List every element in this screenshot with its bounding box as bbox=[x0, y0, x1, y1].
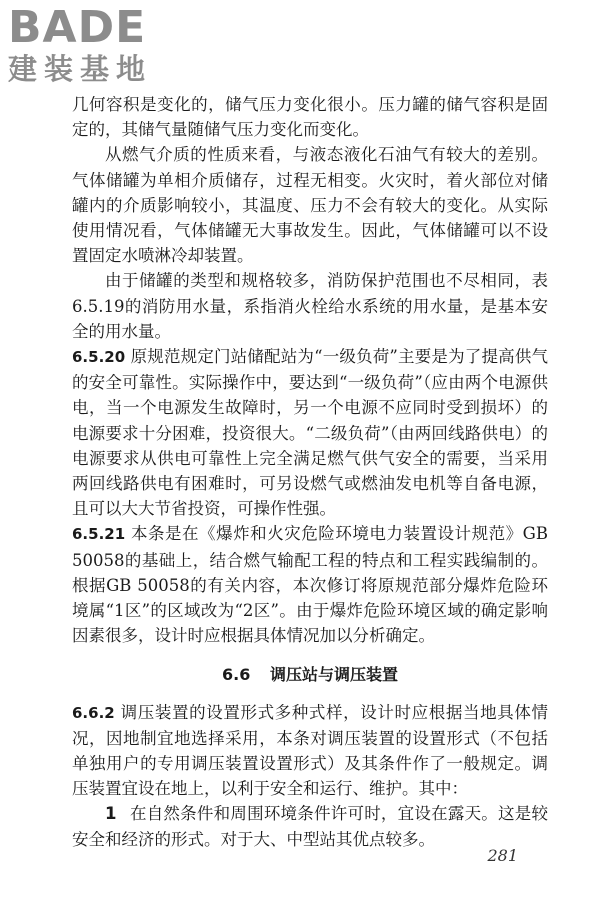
bade-logo bbox=[8, 4, 183, 86]
section-heading bbox=[72, 662, 548, 687]
logo-subtitle: 建装基地 bbox=[8, 52, 153, 86]
page-number: 281 bbox=[487, 846, 518, 865]
clause-text: 调压装置的设置形式多种式样，设计时应根据当地具体情况，因地制宜地选择采用，本条对调压装置的设置形式（不包括单独用户的专用调压装置设置形式）及其条件作了一般规定。调压装置宜设在地上，以利于安全和运行、维护。其中： bbox=[72, 702, 549, 799]
item-text: 在自然条件和周围环境条件许可时，宜设在露天。这是较安全和经济的形式。对于大、中型站其优点较多。 bbox=[72, 804, 549, 849]
paragraph: 从燃气介质的性质来看，与液态液化石油气有较大的差别。气体储罐为单相介质储存，过程无相变。火灾时，着火部位对储罐内的介质影响较小，其温度、压力不会有较大的变化。从实际使用情况看，气体储罐无大事故发生。因此，气体储罐可以不设置固定水喷淋冷却装置。 bbox=[72, 145, 548, 266]
item-number: 1 bbox=[105, 804, 117, 824]
clause-number: 6.5.20 bbox=[72, 348, 126, 367]
page-body bbox=[72, 92, 548, 852]
section-number: 6.6 bbox=[222, 665, 251, 685]
clause-6-5-21 bbox=[72, 521, 548, 648]
clause-text: 本条是在《爆炸和火灾危险环境电力装置设计规范》GB 50058的基础上，结合燃气输配工程的特点和工程实践编制的。根据GB 50058的有关内容，本次修订将原规范部分爆炸危险环境属“1区”的区域改为“2区”。由于爆炸危险环境区域的确定影响因素很多，设计时应根据具体情况加以分析确定。 bbox=[72, 524, 548, 646]
clause-number: 6.5.21 bbox=[72, 525, 126, 544]
clause-6-6-2 bbox=[72, 700, 548, 802]
clause-number: 6.6.2 bbox=[72, 703, 115, 722]
paragraph: 由于储罐的类型和规格较多，消防保护范围也不尽相同，表6.5.19的消防用水量，系指消火栓给水系统的用水量，是基本安全的用水量。 bbox=[72, 271, 548, 341]
clause-text: 原规范规定门站储配站为“一级负荷”主要是为了提高供气的安全可靠性。实际操作中，要达到“一级负荷”（应由两个电源供电，当一个电源发生故障时，另一个电源不应同时受到损坏）的电源要求十分困难，投资很大。“二级负荷”（由两回线路供电）的电源要求从供电可靠性上完全满足燃气供气安全的需要，当采用两回线路供电有困难时，可另设燃气或燃油发电机等自备电源，且可以大大节省投资，可操作性强。 bbox=[72, 347, 549, 519]
clause-6-5-20 bbox=[72, 344, 548, 521]
list-item bbox=[72, 801, 548, 851]
logo-brand: BADE bbox=[8, 2, 147, 53]
paragraph: 几何容积是变化的，储气压力变化很小。压力罐的储气容积是固定的，其储气量随储气压力变化而变化。 bbox=[72, 95, 548, 140]
section-title: 调压站与调压装置 bbox=[269, 665, 398, 685]
